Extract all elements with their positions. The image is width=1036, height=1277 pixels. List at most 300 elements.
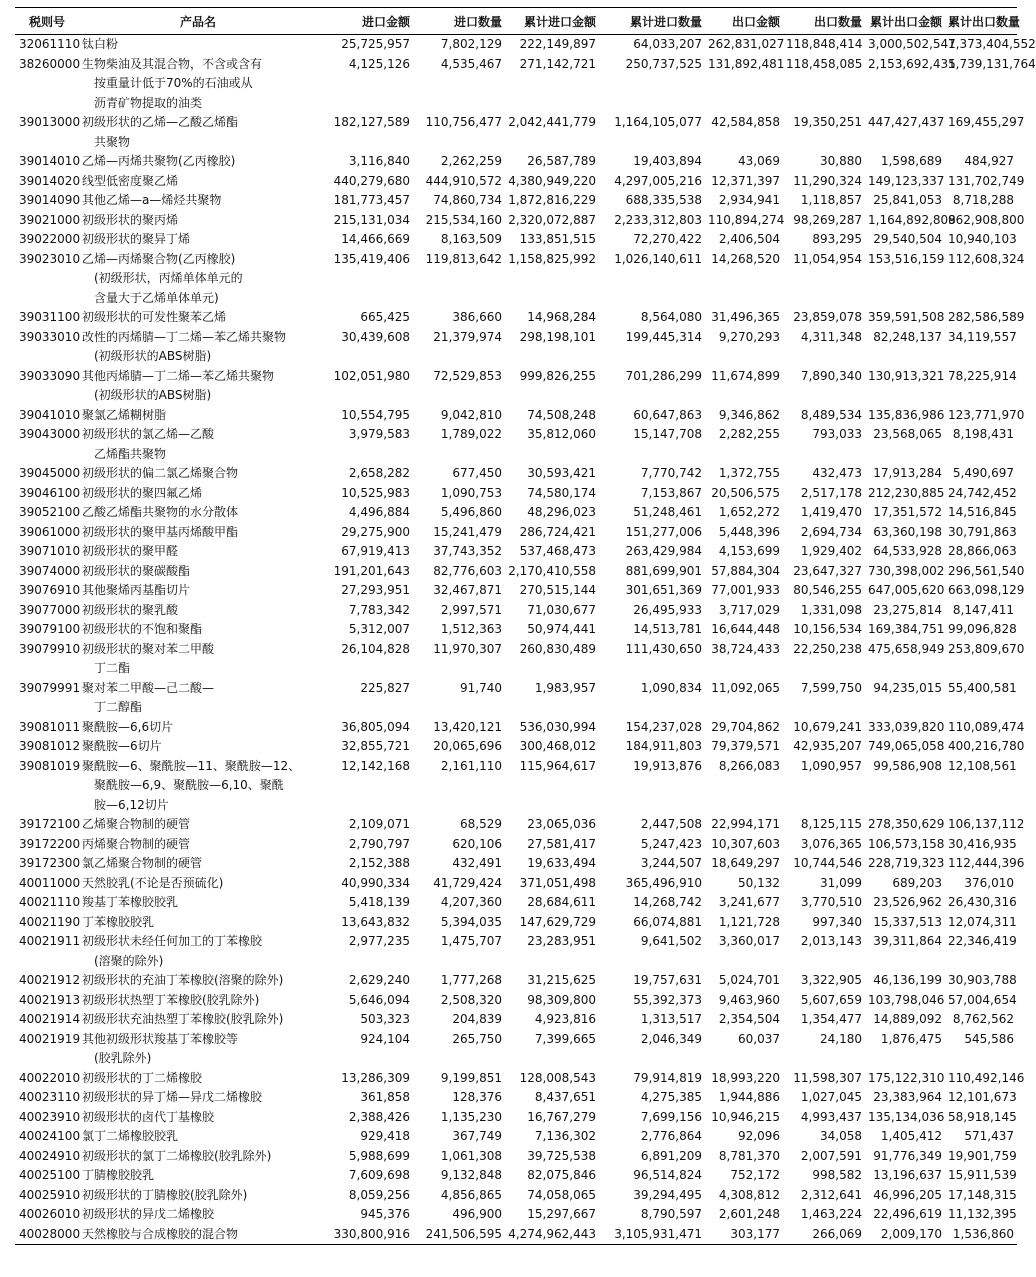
product-name-cell [79, 718, 317, 738]
tariff-code-cell: 40011000 [19, 875, 81, 890]
product-name-cell [79, 1225, 317, 1245]
cumulative-import-quantity-cell: 2,046,349 [640, 1031, 702, 1046]
import-quantity-cell: 241,506,595 [425, 1226, 502, 1241]
import-value-cell: 2,977,235 [348, 934, 410, 948]
cumulative-import-value-cell: 2,042,441,779 [508, 115, 596, 129]
table-body [15, 35, 1036, 1245]
cumulative-import-value-cell: 999,826,255 [519, 368, 596, 383]
import-value-cell: 945,376 [360, 1207, 410, 1221]
table-header [15, 8, 1021, 35]
import-value-cell: 225,827 [360, 680, 410, 695]
import-quantity-cell: 620,106 [452, 836, 502, 851]
table-row [15, 1088, 1017, 1108]
export-quantity-cell: 22,250,238 [793, 641, 862, 656]
export-quantity-cell: 432,473 [812, 466, 862, 480]
import-value-cell: 191,201,643 [333, 563, 410, 578]
export-value-cell: 77,001,933 [711, 583, 780, 597]
cumulative-export-value-cell: 359,591,508 [868, 310, 945, 324]
import-value-cell: 7,783,342 [348, 602, 410, 617]
cumulative-import-quantity-cell: 1,164,105,077 [614, 115, 702, 129]
product-name-line: 丁苯橡胶胶乳 [82, 914, 155, 929]
cumulative-import-value-cell: 31,215,625 [527, 973, 596, 987]
product-name-cell [79, 1069, 317, 1089]
cumulative-export-quantity-cell: 5,490,697 [952, 466, 1014, 480]
export-value-cell: 3,717,029 [718, 602, 780, 617]
export-value-cell: 131,892,481 [708, 56, 785, 71]
product-name-line: 初级形状的异丁烯—异戊二烯橡胶 [82, 1090, 263, 1104]
import-quantity-cell: 110,756,477 [425, 115, 502, 129]
import-quantity-cell: 1,777,268 [440, 973, 502, 987]
product-name-line: 其他乙烯—a—烯烃共聚物 [82, 193, 222, 207]
table-row [15, 1225, 1017, 1245]
cumulative-import-quantity-cell: 26,495,933 [633, 602, 702, 617]
cumulative-import-quantity-cell: 66,074,881 [633, 914, 702, 929]
cumulative-export-value-cell: 17,351,572 [873, 505, 942, 519]
product-name-line: 其他聚烯丙基酯切片 [82, 583, 191, 597]
product-name-line: (初级形状，丙烯单体单元的 [94, 271, 243, 285]
product-name-line: 初级形状的氯丁二烯橡胶(胶乳除外) [82, 1148, 272, 1163]
export-quantity-cell: 266,069 [812, 1226, 862, 1241]
import-quantity-cell: 9,132,848 [440, 1168, 502, 1182]
import-value-cell: 5,988,699 [348, 1148, 410, 1163]
cumulative-export-value-cell: 103,798,046 [868, 992, 945, 1007]
cumulative-import-value-cell: 222,149,897 [519, 37, 596, 51]
tariff-code-cell: 39079100 [19, 622, 81, 636]
cumulative-import-value-cell: 15,297,667 [527, 1207, 596, 1221]
export-quantity-cell: 3,076,365 [800, 836, 862, 851]
export-quantity-cell: 19,350,251 [793, 115, 862, 129]
export-quantity-cell: 42,935,207 [793, 739, 862, 753]
export-value-cell: 14,268,520 [711, 251, 780, 266]
tariff-code-cell: 38260000 [19, 56, 81, 71]
product-name-line: 初级形状的卤代丁基橡胶 [82, 1109, 215, 1124]
table-row [15, 152, 1017, 172]
import-quantity-cell: 74,860,734 [433, 193, 502, 207]
export-quantity-cell: 793,033 [812, 427, 862, 441]
export-quantity-cell: 31,099 [820, 875, 862, 890]
product-name-line: 初级形状未经任何加工的丁苯橡胶 [82, 934, 263, 948]
import-quantity-cell: 1,475,707 [440, 934, 502, 948]
export-value-cell: 2,282,255 [718, 427, 780, 441]
export-value-cell: 2,354,504 [718, 1012, 780, 1026]
table-row [15, 874, 1017, 894]
import-value-cell: 665,425 [360, 310, 410, 324]
product-name-cell [79, 367, 317, 406]
import-value-cell: 13,643,832 [341, 914, 410, 929]
product-name-line: 聚酰胺—6切片 [82, 739, 162, 753]
table-row [15, 640, 1017, 679]
import-value-cell: 2,629,240 [348, 973, 410, 987]
import-value-cell: 3,979,583 [348, 427, 410, 441]
cumulative-import-value-cell: 48,296,023 [527, 505, 596, 519]
cumulative-export-value-cell: 447,427,437 [868, 115, 945, 129]
table-row [15, 1205, 1017, 1225]
product-name-cell [79, 308, 317, 328]
import-value-cell: 361,858 [360, 1090, 410, 1104]
tariff-code-cell: 39172100 [19, 817, 81, 831]
export-quantity-cell: 1,929,402 [800, 544, 862, 558]
cumulative-import-quantity-cell: 19,403,894 [633, 154, 702, 168]
cumulative-export-quantity-cell: 10,940,103 [948, 232, 1017, 246]
cumulative-import-value-cell: 371,051,498 [519, 875, 596, 890]
export-quantity-cell: 10,744,546 [793, 856, 862, 870]
cumulative-import-value-cell: 298,198,101 [519, 329, 596, 344]
tariff-code-cell: 39033090 [19, 368, 81, 383]
table-row [15, 815, 1017, 835]
cumulative-export-quantity-cell: 30,903,788 [948, 973, 1017, 987]
product-name-cell [79, 679, 317, 718]
product-name-cell [79, 815, 317, 835]
product-name-line: 初级形状的异戊二烯橡胶 [82, 1207, 215, 1221]
cumulative-export-quantity-cell: 99,096,828 [948, 622, 1017, 636]
product-name-line: 乙烯—丙烯共聚物(乙丙橡胶) [82, 154, 236, 168]
product-name-line: 其他初级形状羧基丁苯橡胶等 [82, 1031, 239, 1046]
export-quantity-cell: 997,340 [812, 914, 862, 929]
import-value-cell: 7,609,698 [348, 1168, 410, 1182]
tariff-code-cell: 40021911 [19, 934, 81, 948]
export-value-cell: 12,371,397 [711, 173, 780, 188]
cumulative-export-value-cell: 149,123,337 [868, 173, 945, 188]
product-name-cell [79, 1108, 317, 1128]
trade-statistics-table-container [15, 7, 1036, 1245]
cumulative-export-value-cell: 135,836,986 [868, 407, 945, 422]
tariff-code-cell: 39076910 [19, 583, 81, 597]
tariff-code-cell: 39079910 [19, 641, 81, 656]
product-name-line: 聚酰胺—6、聚酰胺—11、聚酰胺—12、 [82, 758, 301, 773]
cumulative-export-quantity-cell: 78,225,914 [948, 368, 1017, 383]
import-value-cell: 27,293,951 [341, 583, 410, 597]
import-quantity-cell: 386,660 [452, 310, 502, 324]
cumulative-import-quantity-cell: 19,757,631 [633, 973, 702, 987]
import-value-cell: 40,990,334 [341, 875, 410, 890]
cumulative-import-quantity-cell: 263,429,984 [625, 544, 702, 558]
product-name-cell [79, 640, 317, 679]
product-name-cell [79, 503, 317, 523]
export-quantity-cell: 2,517,178 [800, 485, 862, 500]
import-value-cell: 32,855,721 [341, 739, 410, 753]
cumulative-export-quantity-cell: 17,148,315 [948, 1187, 1017, 1202]
cumulative-import-value-cell: 39,725,538 [527, 1148, 596, 1163]
cumulative-export-quantity-cell: 34,119,557 [948, 329, 1017, 344]
cumulative-import-value-cell: 4,274,962,443 [508, 1226, 596, 1241]
export-value-cell: 3,241,677 [718, 895, 780, 909]
product-name-line: 氯丁二烯橡胶胶乳 [82, 1129, 179, 1143]
product-name-cell [79, 1205, 317, 1225]
import-value-cell: 182,127,589 [333, 115, 410, 129]
product-name-line: 初级形状的聚丙烯 [82, 212, 179, 227]
table-row [15, 854, 1017, 874]
tariff-code-cell: 39013000 [19, 115, 81, 129]
export-value-cell: 2,934,941 [718, 193, 780, 207]
export-value-cell: 18,649,297 [711, 856, 780, 870]
table-row [15, 250, 1017, 309]
product-name-line: 含量大于乙烯单体单元) [94, 290, 219, 305]
cumulative-import-value-cell: 35,812,060 [527, 427, 596, 441]
import-quantity-cell: 68,529 [460, 817, 502, 831]
import-value-cell: 503,323 [360, 1012, 410, 1026]
export-value-cell: 9,270,293 [718, 329, 780, 344]
export-value-cell: 60,037 [738, 1031, 780, 1046]
tariff-code-cell: 39061000 [19, 524, 81, 539]
cumulative-import-quantity-cell: 1,313,517 [640, 1012, 702, 1026]
export-quantity-cell: 11,598,307 [793, 1070, 862, 1085]
cumulative-import-quantity-cell: 55,392,373 [633, 992, 702, 1007]
product-name-line: 改性的丙烯腈—丁二烯—苯乙烯共聚物 [82, 329, 287, 344]
cumulative-export-quantity-cell: 30,416,935 [948, 836, 1017, 851]
export-quantity-cell: 2,312,641 [800, 1187, 862, 1202]
export-quantity-cell: 34,058 [820, 1129, 862, 1143]
cumulative-export-value-cell: 25,841,053 [873, 193, 942, 207]
export-quantity-cell: 30,880 [820, 154, 862, 168]
cumulative-import-quantity-cell: 1,026,140,611 [614, 251, 702, 266]
import-quantity-cell: 5,496,860 [440, 505, 502, 519]
export-value-cell: 42,584,858 [711, 115, 780, 129]
export-quantity-cell: 3,322,905 [800, 973, 862, 987]
cumulative-import-quantity-cell: 3,105,931,471 [614, 1226, 702, 1241]
import-quantity-cell: 215,534,160 [425, 212, 502, 227]
export-value-cell: 16,644,448 [711, 622, 780, 636]
table-row [15, 55, 1017, 114]
cumulative-export-quantity-cell: 28,866,063 [948, 544, 1017, 558]
tariff-code-cell: 40023110 [19, 1090, 81, 1104]
product-name-line: 初级形状的聚甲醛 [82, 544, 179, 558]
cumulative-export-quantity-cell: 296,561,540 [948, 563, 1025, 578]
tariff-code-cell: 40021913 [19, 992, 81, 1007]
cumulative-export-value-cell: 3,000,502,547 [868, 37, 956, 51]
header-row [15, 8, 1017, 35]
export-quantity-cell: 118,848,414 [786, 37, 863, 51]
tariff-code-cell: 32061110 [19, 37, 81, 51]
cumulative-import-quantity-cell: 15,147,708 [633, 427, 702, 441]
product-name-cell [79, 913, 317, 933]
import-value-cell: 440,279,680 [333, 173, 410, 188]
cumulative-export-value-cell: 82,248,137 [873, 329, 942, 344]
tariff-code-cell: 39043000 [19, 427, 81, 441]
export-quantity-cell: 8,489,534 [800, 407, 862, 422]
import-value-cell: 5,646,094 [348, 992, 410, 1007]
product-name-line: 胺—6,12切片 [94, 797, 169, 812]
export-quantity-cell: 998,582 [812, 1168, 862, 1182]
product-name-line: 初级形状的聚四氟乙烯 [82, 485, 203, 500]
import-quantity-cell: 432,491 [452, 856, 502, 870]
product-name-cell [79, 601, 317, 621]
export-value-cell: 5,024,701 [718, 973, 780, 987]
cumulative-import-value-cell: 27,581,417 [527, 836, 596, 851]
cumulative-export-quantity-cell: 12,101,673 [948, 1090, 1017, 1104]
product-name-line: 初级形状热塑丁苯橡胶(胶乳除外) [82, 992, 260, 1007]
product-name-line: 按重量计低于70%的石油或从 [94, 76, 253, 90]
export-value-cell: 11,674,899 [711, 368, 780, 383]
import-quantity-cell: 444,910,572 [425, 173, 502, 188]
product-name-line: 初级形状的聚异丁烯 [82, 232, 191, 246]
cumulative-import-value-cell: 536,030,994 [519, 719, 596, 734]
export-value-cell: 43,069 [738, 154, 780, 168]
export-quantity-cell: 98,269,287 [793, 212, 862, 227]
cumulative-export-quantity-cell: 30,791,863 [948, 524, 1017, 539]
cumulative-export-value-cell: 15,337,513 [873, 914, 942, 929]
import-value-cell: 25,725,957 [341, 37, 410, 51]
product-name-line: 钛白粉 [82, 37, 119, 51]
table-row [15, 484, 1017, 504]
tariff-code-cell: 39031100 [19, 310, 81, 324]
column-header-cumulative-import-value: 累计进口金额 [505, 8, 599, 35]
export-quantity-cell: 2,007,591 [800, 1148, 862, 1163]
cumulative-export-quantity-cell: 1,739,131,764 [948, 56, 1036, 71]
cumulative-import-value-cell: 133,851,515 [519, 232, 596, 246]
cumulative-export-quantity-cell: 26,430,316 [948, 895, 1017, 909]
cumulative-export-quantity-cell: 58,918,145 [948, 1109, 1017, 1124]
cumulative-export-quantity-cell: 131,702,749 [948, 173, 1025, 188]
cumulative-export-value-cell: 64,533,928 [873, 544, 942, 558]
product-name-cell [79, 464, 317, 484]
trade-statistics-table [15, 8, 1036, 1244]
product-name-line: 初级形状的丁腈橡胶(胶乳除外) [82, 1187, 248, 1202]
import-value-cell: 5,312,007 [348, 622, 410, 636]
import-value-cell: 12,142,168 [341, 758, 410, 773]
import-quantity-cell: 15,241,479 [433, 524, 502, 539]
import-quantity-cell: 1,061,308 [440, 1148, 502, 1163]
export-value-cell: 38,724,433 [711, 641, 780, 656]
cumulative-export-value-cell: 1,598,689 [880, 154, 942, 168]
product-name-cell [79, 191, 317, 211]
import-value-cell: 14,466,669 [341, 232, 410, 246]
product-name-line: 共聚物 [94, 134, 131, 149]
table-row [15, 932, 1017, 971]
tariff-code-cell: 39014020 [19, 173, 81, 188]
tariff-code-cell: 39081011 [19, 719, 81, 734]
export-value-cell: 2,406,504 [718, 232, 780, 246]
export-quantity-cell: 1,419,470 [800, 505, 862, 519]
import-quantity-cell: 2,508,320 [440, 992, 502, 1007]
product-name-cell [79, 211, 317, 231]
export-quantity-cell: 1,090,957 [800, 758, 862, 773]
cumulative-import-quantity-cell: 9,641,502 [640, 934, 702, 948]
export-quantity-cell: 1,027,045 [800, 1090, 862, 1104]
product-name-line: 天然橡胶与合成橡胶的混合物 [82, 1226, 239, 1241]
tariff-code-cell: 40024100 [19, 1129, 81, 1143]
export-quantity-cell: 80,546,255 [793, 583, 862, 597]
import-quantity-cell: 204,839 [452, 1012, 502, 1026]
product-name-line: 初级形状的乙烯—乙酸乙烯酯 [82, 115, 239, 129]
import-value-cell: 10,554,795 [341, 407, 410, 422]
product-name-cell [79, 1010, 317, 1030]
import-quantity-cell: 7,802,129 [440, 37, 502, 51]
table-row [15, 172, 1017, 192]
product-name-cell [79, 737, 317, 757]
cumulative-import-quantity-cell: 7,770,742 [640, 466, 702, 480]
tariff-code-cell: 39033010 [19, 329, 81, 344]
product-name-cell [79, 757, 317, 816]
product-name-line: 初级形状的不饱和聚酯 [82, 622, 203, 636]
tariff-code-cell: 39081019 [19, 758, 81, 773]
export-quantity-cell: 2,013,143 [800, 934, 862, 948]
export-value-cell: 11,092,065 [711, 680, 780, 695]
cumulative-export-value-cell: 135,134,036 [868, 1109, 945, 1124]
product-name-cell [79, 250, 317, 309]
cumulative-export-quantity-cell: 24,742,452 [948, 485, 1017, 500]
tariff-code-cell: 40025100 [19, 1168, 81, 1182]
cumulative-export-quantity-cell: 110,492,146 [948, 1070, 1025, 1085]
import-value-cell: 4,496,884 [348, 505, 410, 519]
cumulative-import-value-cell: 270,515,144 [519, 583, 596, 597]
cumulative-import-quantity-cell: 7,699,156 [640, 1109, 702, 1124]
column-header-cumulative-export-value: 累计出口金额 [865, 8, 945, 35]
table-row [15, 1147, 1017, 1167]
table-row [15, 1030, 1017, 1069]
export-value-cell: 752,172 [730, 1168, 780, 1182]
product-name-cell [79, 1147, 317, 1167]
cumulative-export-value-cell: 2,153,692,435 [868, 56, 956, 71]
table-row [15, 1127, 1017, 1147]
cumulative-export-quantity-cell: 400,216,780 [948, 739, 1025, 753]
import-quantity-cell: 21,379,974 [433, 329, 502, 344]
cumulative-import-quantity-cell: 365,496,910 [625, 875, 702, 890]
product-name-cell [79, 874, 317, 894]
import-quantity-cell: 2,262,259 [440, 154, 502, 168]
column-header-tariff-code: 税则号 [15, 8, 79, 35]
table-row [15, 503, 1017, 523]
export-quantity-cell: 1,354,477 [800, 1012, 862, 1026]
product-name-line: 初级形状的聚对苯二甲酸 [82, 641, 215, 656]
cumulative-import-quantity-cell: 154,237,028 [625, 719, 702, 734]
cumulative-export-quantity-cell: 8,198,431 [952, 427, 1014, 441]
cumulative-import-quantity-cell: 14,513,781 [633, 622, 702, 636]
tariff-code-cell: 39046100 [19, 485, 81, 500]
cumulative-import-quantity-cell: 96,514,824 [633, 1168, 702, 1182]
column-header-cumulative-export-quantity: 累计出口数量 [945, 8, 1017, 35]
import-quantity-cell: 128,376 [452, 1090, 502, 1104]
table-row [15, 191, 1017, 211]
cumulative-import-value-cell: 71,030,677 [527, 602, 596, 617]
export-quantity-cell: 3,770,510 [800, 895, 862, 909]
cumulative-import-value-cell: 271,142,721 [519, 56, 596, 71]
cumulative-import-quantity-cell: 881,699,901 [625, 563, 702, 578]
import-value-cell: 13,286,309 [341, 1070, 410, 1085]
export-value-cell: 1,372,755 [718, 466, 780, 480]
cumulative-import-value-cell: 537,468,473 [519, 544, 596, 558]
cumulative-export-value-cell: 46,996,205 [873, 1187, 942, 1202]
product-name-line: 初级形状的偏二氯乙烯聚合物 [82, 466, 239, 480]
tariff-code-cell: 39041010 [19, 407, 81, 422]
cumulative-export-value-cell: 1,405,412 [880, 1129, 942, 1143]
product-name-line: 生物柴油及其混合物，不含或含有 [82, 56, 263, 71]
cumulative-export-quantity-cell: 57,004,654 [948, 992, 1017, 1007]
cumulative-export-quantity-cell: 11,132,395 [948, 1207, 1017, 1221]
cumulative-import-value-cell: 147,629,729 [519, 914, 596, 929]
import-value-cell: 26,104,828 [341, 641, 410, 656]
export-quantity-cell: 1,463,224 [800, 1207, 862, 1221]
cumulative-import-value-cell: 82,075,846 [527, 1168, 596, 1182]
table-row [15, 679, 1017, 718]
product-name-cell [79, 425, 317, 464]
tariff-code-cell: 40021190 [19, 914, 81, 929]
product-name-line: 乙烯聚合物制的硬管 [82, 817, 191, 831]
cumulative-export-quantity-cell: 1,373,404,552 [948, 37, 1036, 51]
tariff-code-cell: 39074000 [19, 563, 81, 578]
product-name-line: (溶聚的除外) [94, 953, 164, 968]
product-name-cell [79, 523, 317, 543]
cumulative-export-value-cell: 13,196,637 [873, 1168, 942, 1182]
import-value-cell: 2,152,388 [348, 856, 410, 870]
import-quantity-cell: 1,090,753 [440, 485, 502, 500]
cumulative-export-quantity-cell: 253,809,670 [948, 641, 1025, 656]
cumulative-export-value-cell: 23,568,065 [873, 427, 942, 441]
cumulative-import-quantity-cell: 4,275,385 [640, 1090, 702, 1104]
import-value-cell: 2,790,797 [348, 836, 410, 851]
cumulative-import-quantity-cell: 5,247,423 [640, 836, 702, 851]
cumulative-import-value-cell: 1,158,825,992 [508, 251, 596, 266]
cumulative-export-quantity-cell: 169,455,297 [948, 115, 1025, 129]
